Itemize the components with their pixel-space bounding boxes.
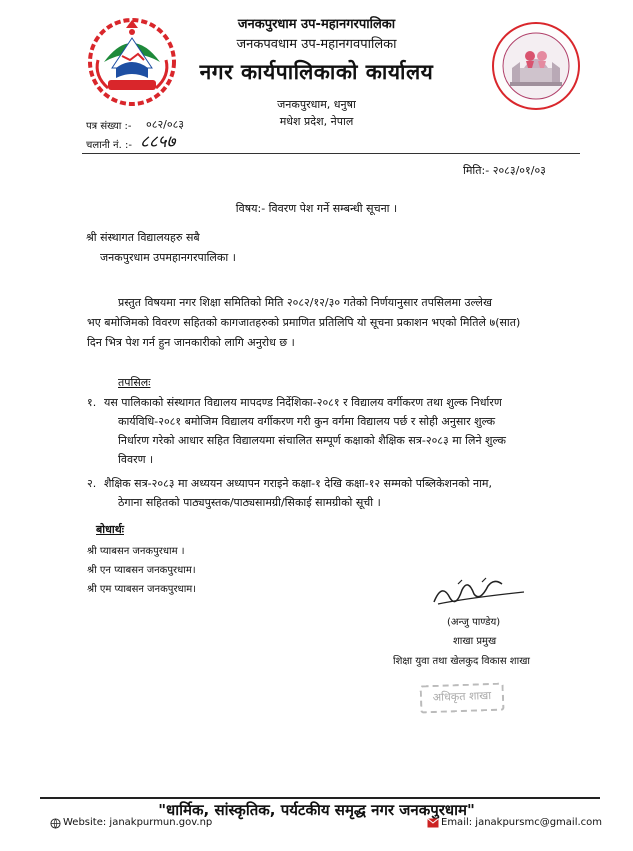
bodhartha-heading: बोधार्थः xyxy=(96,523,124,536)
globe-icon xyxy=(50,818,61,829)
recipient-line2: जनकपुरधाम उपमहानगरपालिका । xyxy=(100,251,236,264)
tapasil-item2-number: २. xyxy=(87,477,97,490)
header-city: जनकपुरधाम, धनुषा xyxy=(277,98,356,111)
paragraph-line3: दिन भित्र पेश गर्न हुन जानकारीको लागि अनुरोध छ । xyxy=(87,336,295,349)
paragraph-line1: प्रस्तुत विषयमा नगर शिक्षा समितिको मिति २०८२/१२/३० गतेको निर्णयानुसार तपसिलमा उल्लेख xyxy=(118,296,492,309)
signatory-branch: शिक्षा युवा तथा खेलकुद विकास शाखा xyxy=(393,656,530,667)
office-stamp: अधिकृत शाखा xyxy=(420,683,505,714)
tapasil-item2-line1: शैक्षिक सत्र-२०८३ मा अध्ययन अध्यापन गराइने कक्षा-१ देखि कक्षा-१२ सम्मको पब्लिकेशनको नाम, xyxy=(104,477,492,490)
tapasil-item1-line1: यस पालिकाको संस्थागत विद्यालय मापदण्ड निर्देशिका-२०८१ र विद्यालय वर्गीकरण तथा शुल्क निर्धारण xyxy=(104,396,502,409)
tapasil-heading: तपसिलः xyxy=(118,376,151,389)
chalani-label: चलानी नं. :- xyxy=(86,140,132,151)
handwritten-signature xyxy=(428,572,538,612)
chalani-value: ८८५७ xyxy=(140,132,176,152)
letter-date: मिति:- २०८३/०१/०३ xyxy=(463,164,546,177)
header-municipality-name-alt: जनकपवधाम उप-महानगवपालिका xyxy=(236,37,397,52)
header-province: मधेश प्रदेश, नेपाल xyxy=(279,115,354,128)
recipient-line1: श्री संस्थागत विद्यालयहरु सबै xyxy=(86,231,200,244)
bodhartha-item-2: श्री एन प्याबसन जनकपुरधाम। xyxy=(87,565,196,576)
footer-website[interactable]: Website: janakpurmun.gov.np xyxy=(63,817,213,828)
footer-divider xyxy=(40,797,600,799)
email-icon xyxy=(427,818,439,828)
bodhartha-item-3: श्री एम प्याबसन जनकपुरधाम। xyxy=(87,584,197,595)
patra-label: पत्र संख्या :- xyxy=(86,121,132,132)
tapasil-item2-line2: ठेगाना सहितको पाठ्यपुस्तक/पाठ्यसामग्री/सिकाई सामग्रीको सूची । xyxy=(118,496,381,509)
signatory-name: (अन्जु पाण्डेय) xyxy=(447,617,501,628)
footer-slogan: "धार्मिक, सांस्कृतिक, पर्यटकीय समृद्ध नगर जनकपुरधाम" xyxy=(158,801,475,819)
patra-value: ०८२/०८३ xyxy=(146,118,185,131)
paragraph-line2: भए बमोजिमको विवरण सहितको कागजातहरुको प्रमाणित प्रतिलिपि यो सूचना प्रकाशन भएको मितिले ७(सात) xyxy=(87,316,521,329)
tapasil-item1-line2: कार्यविधि-२०८१ बमोजिम विद्यालय वर्गीकरण गरी कुन वर्गमा विद्यालय पर्छ र सोही अनुसार शुल्क xyxy=(118,415,496,428)
tapasil-item1-line4: विवरण । xyxy=(118,453,154,466)
signatory-title: शाखा प्रमुख xyxy=(453,636,497,647)
header-office-title: नगर कार्यपालिकाको कार्यालय xyxy=(199,60,434,84)
header-divider xyxy=(82,153,580,154)
subject-line: विषय:- विवरण पेश गर्ने सम्बन्धी सूचना । xyxy=(235,202,398,215)
header-municipality-name: जनकपुरधाम उप-महानगरपालिका xyxy=(237,17,396,32)
footer-email[interactable]: Email: janakpursmc@gmail.com xyxy=(441,817,603,828)
tapasil-item1-number: १. xyxy=(87,396,97,409)
tapasil-item1-line3: निर्धारण गरेको आधार सहित विद्यालयमा संचालित सम्पूर्ण कक्षाको शैक्षिक सत्र-२०८३ मा लिने शुल्क xyxy=(118,434,506,447)
bodhartha-item-1: श्री प्याबसन जनकपुरधाम । xyxy=(87,546,185,557)
